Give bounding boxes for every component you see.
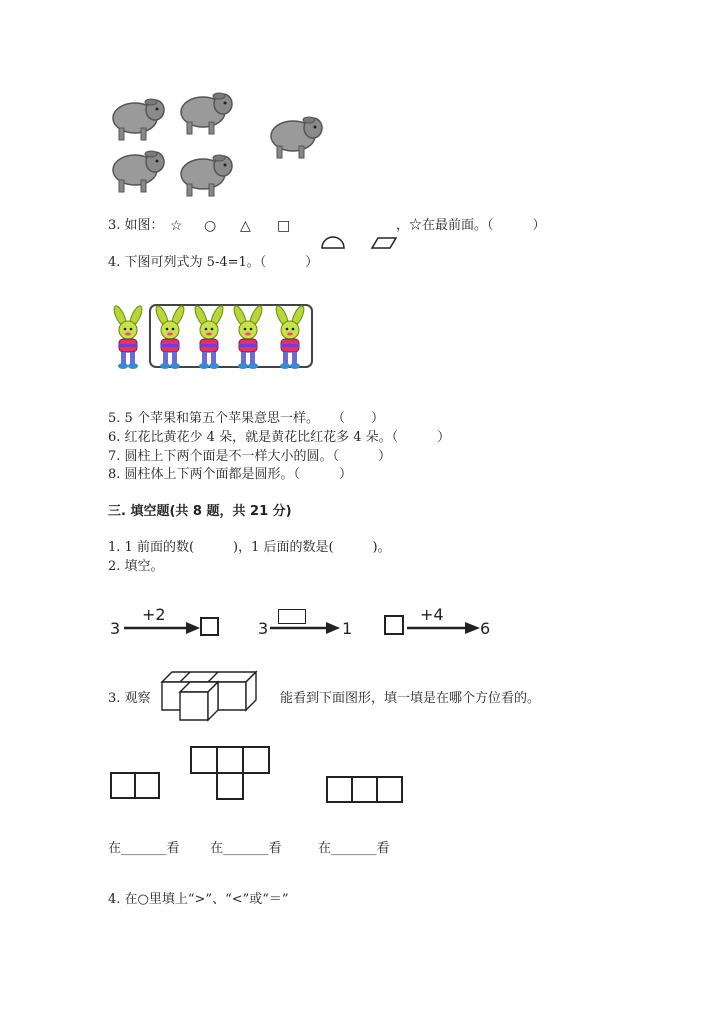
fill-item-1: 1. 1 前面的数( )，1 后面的数是( )。: [108, 540, 391, 555]
answer-2: 在_______看: [210, 841, 282, 856]
semicircle-icon: [320, 236, 346, 250]
bunny-icon: [193, 304, 226, 369]
answer-box[interactable]: [384, 615, 404, 635]
star-symbol: ☆: [170, 218, 183, 234]
arrow1-op: +2: [142, 605, 166, 624]
answer-box[interactable]: [200, 617, 219, 636]
q3-suffix: ，☆在最前面。（ ）: [396, 218, 546, 233]
bunnies-picture: [108, 302, 316, 370]
cube-stack-icon: [158, 670, 262, 724]
answer-1: 在_______看: [108, 841, 180, 856]
answer-blank[interactable]: _______: [331, 841, 377, 856]
judge-item-7: 7. 圆柱上下两个面是不一样大小的圆。（ ）: [108, 449, 392, 464]
bunny-icon: [154, 304, 187, 369]
arrow3-end: 6: [480, 619, 491, 638]
q4-text: 4. 下图可列式为 5-4=1。（ ）: [108, 255, 319, 270]
sheep-icon: [271, 117, 322, 158]
arrow3-op: +4: [420, 605, 444, 624]
section-title: 三. 填空题(共 8 题，共 21 分): [108, 504, 292, 519]
fill-item-3-prefix: 3. 观察: [108, 691, 151, 706]
parallelogram-icon: [370, 236, 398, 250]
judge-item-5: 5. 5 个苹果和第五个苹果意思一样。 （ ）: [108, 411, 384, 426]
sheep-picture: [105, 88, 335, 200]
sheep-icon: [181, 93, 232, 134]
bunny-icon: [112, 304, 145, 369]
fill-item-3-suffix: 能看到下面图形，填一填是在哪个方位看的。: [280, 691, 541, 706]
bunny-icon: [274, 304, 307, 369]
arrow2-end: 1: [342, 619, 353, 638]
q3-prefix: 3. 如图：: [108, 218, 164, 233]
view-t-shape: [190, 746, 272, 802]
view-two-squares: [110, 772, 162, 800]
fill-item-2: 2. 填空。: [108, 559, 164, 574]
arrow-icon: [405, 620, 483, 636]
sheep-icon: [181, 155, 232, 196]
bunny-icon: [232, 304, 265, 369]
arrow1-start: 3: [110, 619, 121, 638]
judge-item-8: 8. 圆柱体上下两个面都是圆形。（ ）: [108, 467, 353, 482]
sheep-icon: [113, 99, 164, 140]
view-three-squares: [326, 776, 404, 804]
fill-item-4: 4. 在○里填上“>”、“<”或“＝”: [108, 892, 289, 907]
arrow2-start: 3: [258, 619, 269, 638]
triangle-symbol: △: [240, 218, 251, 234]
arrow-icon: [122, 620, 202, 636]
square-symbol: □: [277, 218, 291, 234]
judge-item-6: 6. 红花比黄花少 4 朵，就是黄花比红花多 4 朵。（ ）: [108, 430, 451, 445]
circle-symbol: ○: [204, 218, 217, 234]
sheep-icon: [113, 151, 164, 192]
answer-3: 在_______看: [318, 841, 390, 856]
answer-blank[interactable]: _______: [121, 841, 167, 856]
arrow-icon: [268, 620, 344, 636]
answer-blank[interactable]: _______: [223, 841, 269, 856]
